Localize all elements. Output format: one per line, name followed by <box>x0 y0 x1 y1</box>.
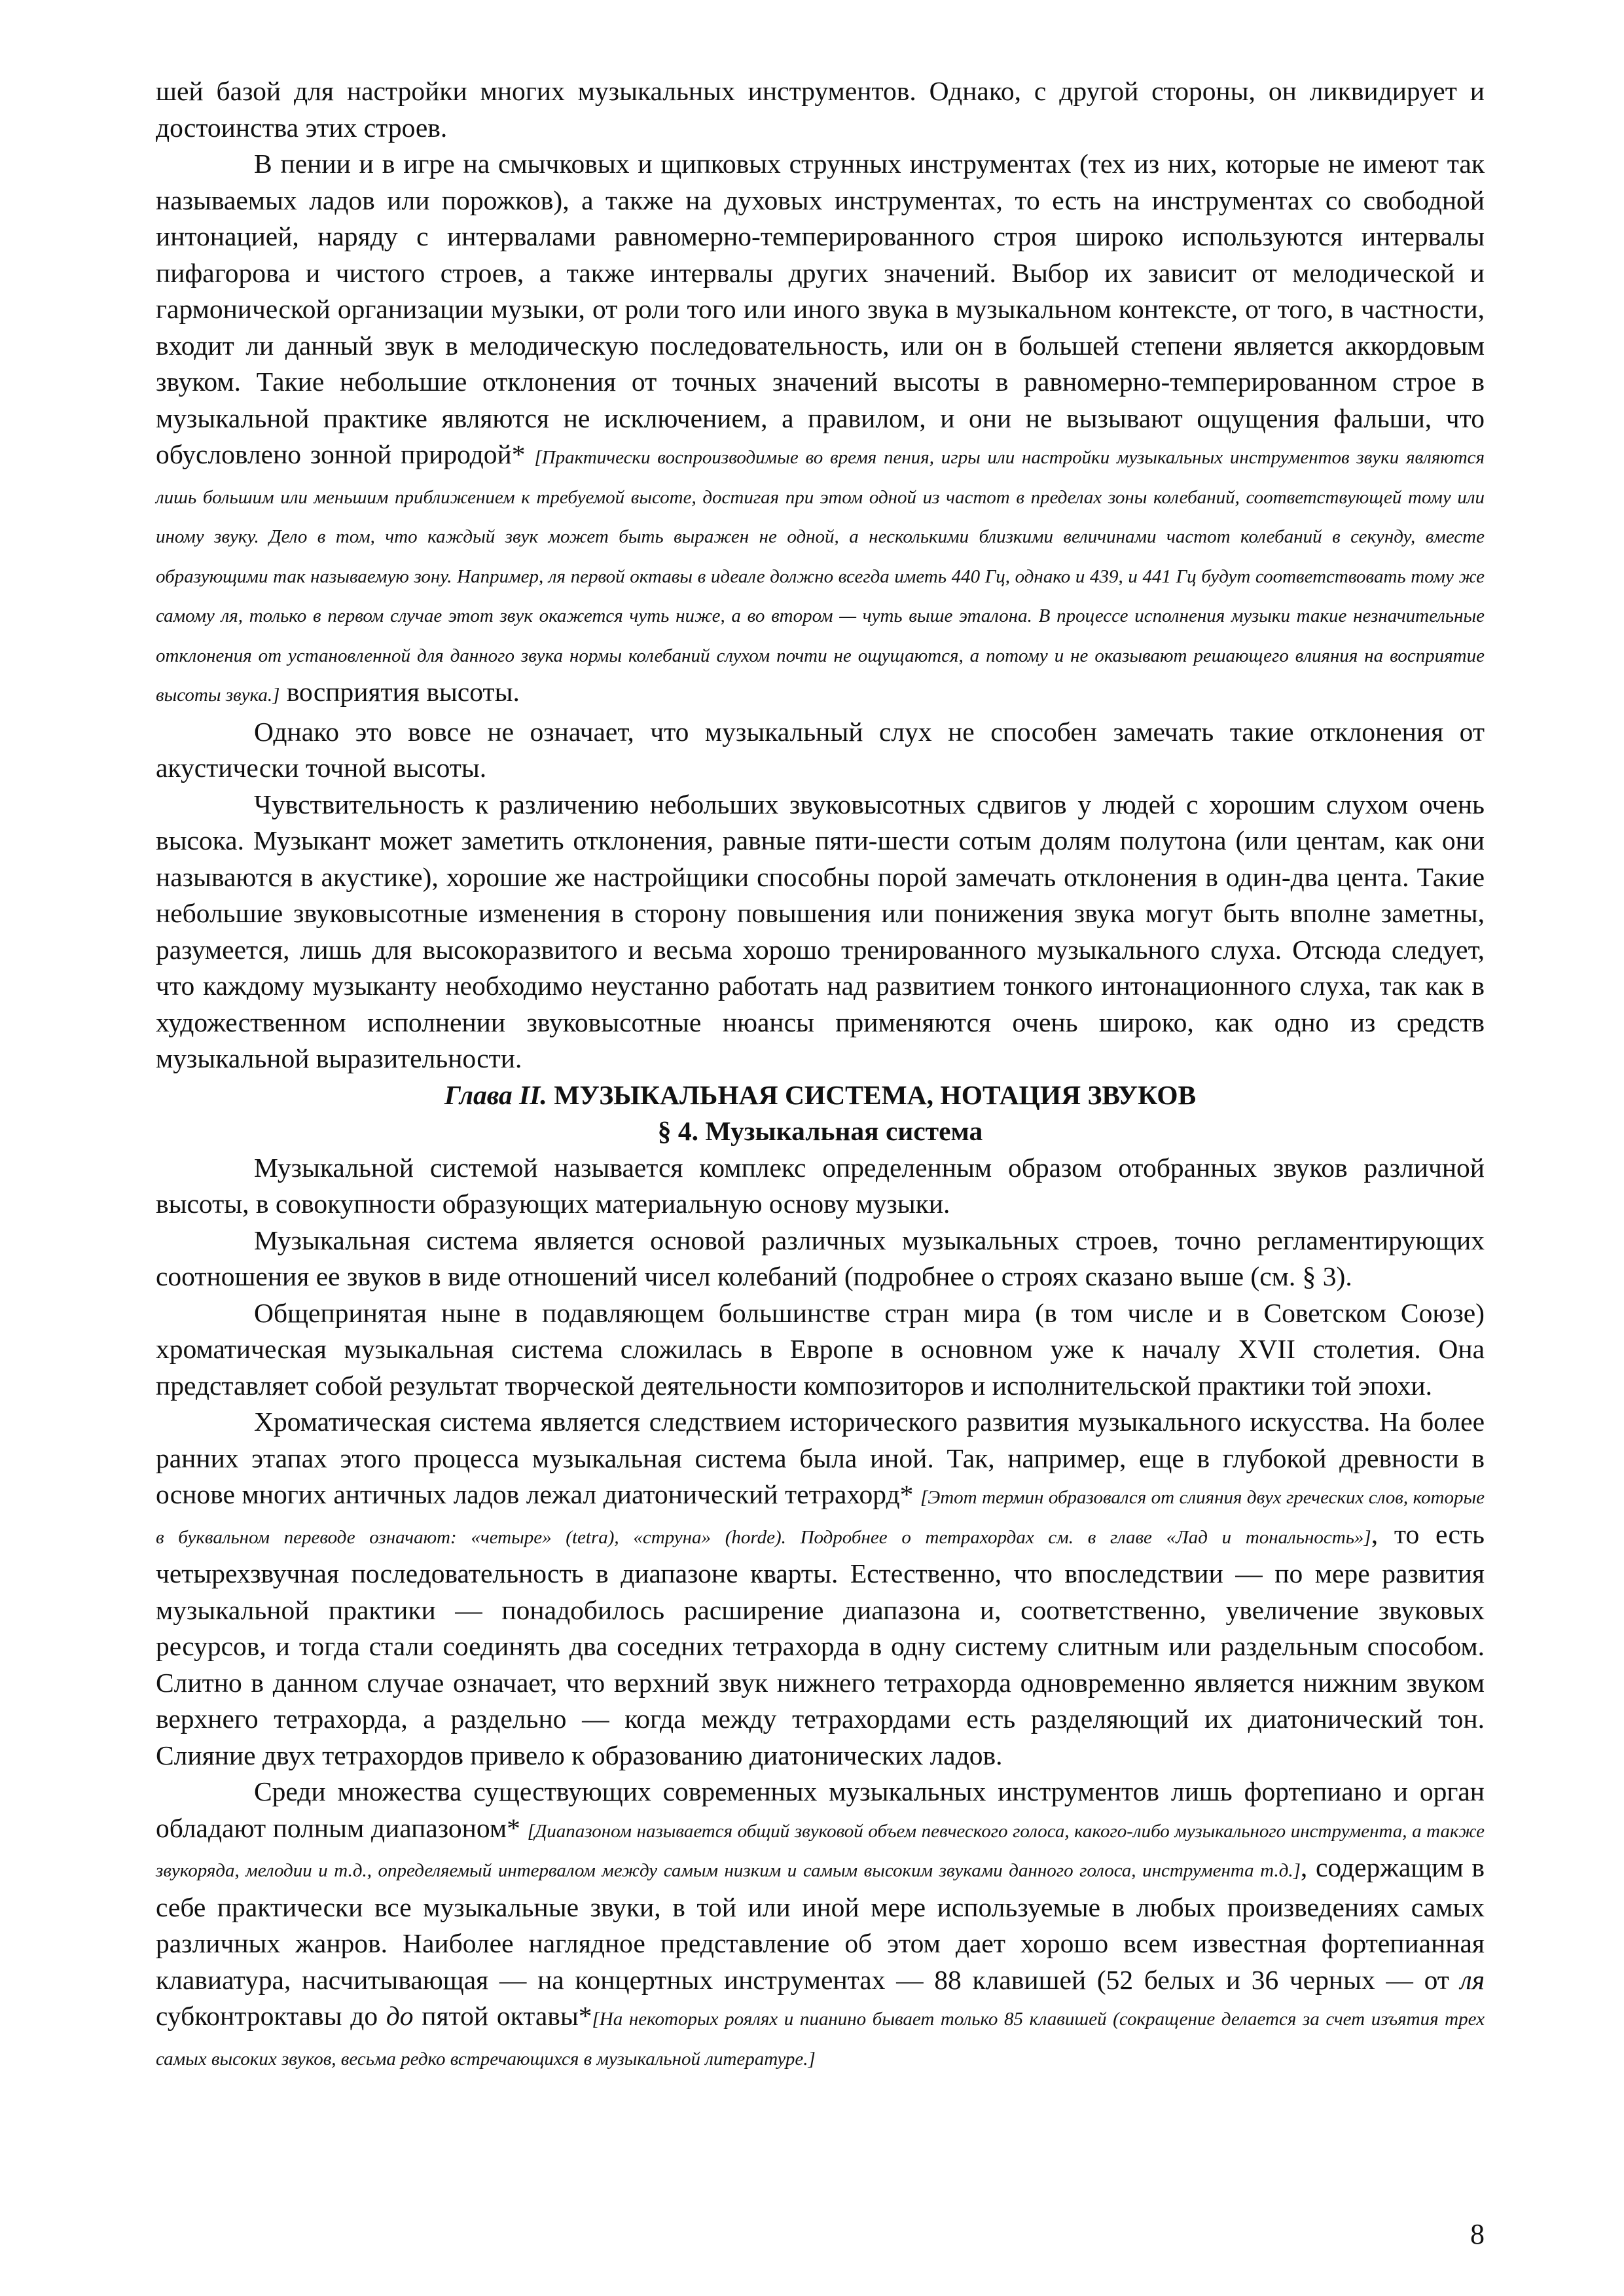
chapter-heading <box>156 1077 1485 1114</box>
footnote-tetrachord: [Этот термин образовался от слияния двух греческих слов, которые в буквальном переводе означают: «четыре» (tetra), «струна» (horde). Подробнее о тетрахордах см. в главе «Лад и тональность»] <box>156 1487 1485 1548</box>
paragraph-4: Чувствительность к различению небольших звуковысотных сдвигов у людей с хорошим слухом очень высока. Музыкант может заметить отклонения, равные пяти-шести сотым долям полутона (или центам, как они называются в акустике), хорошие же настройщики способны порой замечать отклонения в один-два цента. Такие небольшие звуковысотные изменения в сторону повышения или понижения звука могут быть вполне заметны, разумеется, лишь для высокоразвитого и весьма хорошо тренированного музыкального слуха. Отсюда следует, что каждому музыканту необходимо неустанно работать над развитием тонкого интонационного слуха, так как в художественном исполнении звуковысотные нюансы применяются очень широко, как одно из средств музыкальной выразительности. <box>156 789 1485 1073</box>
chapter-label: Глава II. <box>444 1079 547 1110</box>
paragraph-7: Общепринятая ныне в подавляющем большинстве стран мира (в том числе и в Советском Союзе) хроматическая музыкальная система сложилась в Европе в основном уже к началу XVII столетия. Она представляет собой результат творческой деятельности композиторов и исполнительской практики той эпохи. <box>156 1297 1485 1401</box>
footnote-keys: [На некоторых роялях и пианино бывает только 85 клавишей (сокращение делается за счет изъятия трех самых высоких звуков, весьма редко встречающихся в музыкальной литературе.] <box>156 2009 1485 2070</box>
paragraph-9 <box>156 1774 1485 2077</box>
paragraph-5: Музыкальной системой называется комплекс определенным образом отобранных звуков различной высоты, в совокупности образующих материальную основу музыки. <box>156 1152 1485 1219</box>
paragraph-9-tail: пятой октавы* <box>413 2001 592 2031</box>
paragraph-8-tail: , то есть четырехзвучная последовательность в диапазоне кварты. Естественно, что впоследствии — по мере развития музыкальной практики — понадобилось расширение диапазона и, соответственно, увеличение звуковых ресурсов, и тогда стали соединять два соседних тетрахорда в одну систему слитным или раздельным способом. Слитно в данном случае означает, что верхний звук нижнего тетрахорда одновременно является нижним звуком верхнего тетрахорда, а раздельно — когда между тетрахордами есть разделяющий их диатонический тон. Слияние двух тетрахордов привело к образованию диатонических ладов. <box>156 1518 1485 1770</box>
chapter-title: МУЗЫКАЛЬНАЯ СИСТЕМА, НОТАЦИЯ ЗВУКОВ <box>547 1079 1197 1110</box>
note-name-la: ля <box>1460 1964 1485 1995</box>
paragraph-9-mid: , содержащим в себе практически все музыкальные звуки, в той или иной мере используемые в любых произведениях самых различных жанров. Наиболее наглядное представление об этом дает хорошо всем известная фортепианная клавиатура, насчитывающая — на концертных инструментах — 88 клавишей (52 белых и 36 черных — от <box>156 1852 1485 1995</box>
paragraph-2-tail: восприятия высоты. <box>280 677 520 707</box>
footnote-range: [Диапазоном называется общий звуковой объем певческого голоса, какого-либо музыкального инструмента, а также звукоряда, мелодии и т.д., определяемый интервалом между самым низким и самым высоким звуками данного голоса, инструмента т.д.] <box>156 1820 1485 1881</box>
page-number: 8 <box>1470 2218 1485 2250</box>
paragraph-8 <box>156 1404 1485 1774</box>
page-body <box>156 73 1485 2077</box>
paragraph-2 <box>156 146 1485 714</box>
section-heading: § 4. Музыкальная система <box>657 1116 983 1146</box>
paragraph-9-text: Среди множества существующих современных музыкальных инструментов лишь фортепиано и орган обладают полным диапазоном* <box>156 1776 1485 1843</box>
note-name-do: до <box>386 2001 414 2031</box>
footnote-zone: [Практически воспроизводимые во время пения, игры или настройки музыкальных инструментов звуки являются лишь большим или меньшим приближением к требуемой высоте, достигая при этом одной из частот в пределах зоны колебаний, соответствующей тому или иному звуку. Дело в том, что каждый звук может быть выражен не одной, а несколькими близкими величинами частот колебаний в секунду, вместе образующими так называемую зону. Например, ля первой октавы в идеале должно всегда иметь 440 Гц, однако и 439, и 441 Гц будут соответствовать тому же самому ля, только в первом случае этот звук окажется чуть ниже, а во втором — чуть выше эталона. В процессе исполнения музыки такие незначительные отклонения от установленной для данного звука нормы колебаний слухом почти не ощущаются, а потому и не оказывают решающего влияния на восприятие высоты звука.] <box>156 447 1485 706</box>
paragraph-1: шей базой для настройки многих музыкальных инструментов. Однако, с другой стороны, он ликвидирует и достоинства этих строев. <box>156 76 1485 143</box>
paragraph-2-text: В пении и в игре на смычковых и щипковых струнных инструментах (тех из них, которые не имеют так называемых ладов или порожков), а также на духовых инструментах, то есть на инструментах со свободной интонацией, наряду с интервалами равномерно-темперированного строя широко используются интервалы пифагорова и чистого строев, а также интервалы других значений. Выбор их зависит от мелодической и гармонической организации музыки, от роли того или иного звука в музыкальном контексте, от того, в частности, входит ли данный звук в мелодическую последовательность, или он в большей степени является аккордовым звуком. Такие небольшие отклонения от точных значений высоты в равномерно-темперированном строе в музыкальной практике являются не исключением, а правилом, и они не вызывают ощущения фальши, что обусловлено зонной природой* <box>156 149 1485 469</box>
paragraph-8-text: Хроматическая система является следствием исторического развития музыкального искусства. На более ранних этапах этого процесса музыкальная система была иной. Так, например, еще в глубокой древности в основе многих античных ладов лежал диатонический тетрахорд* <box>156 1407 1485 1509</box>
paragraph-9-mid2: субконтроктавы до <box>156 2001 386 2031</box>
paragraph-6: Музыкальная система является основой различных музыкальных строев, точно регламентирующих соотношения ее звуков в виде отношений чисел колебаний (подробнее о строях сказано выше (см. § 3). <box>156 1225 1485 1291</box>
paragraph-3: Однако это вовсе не означает, что музыкальный слух не способен замечать такие отклонения от акустически точной высоты. <box>156 716 1485 783</box>
